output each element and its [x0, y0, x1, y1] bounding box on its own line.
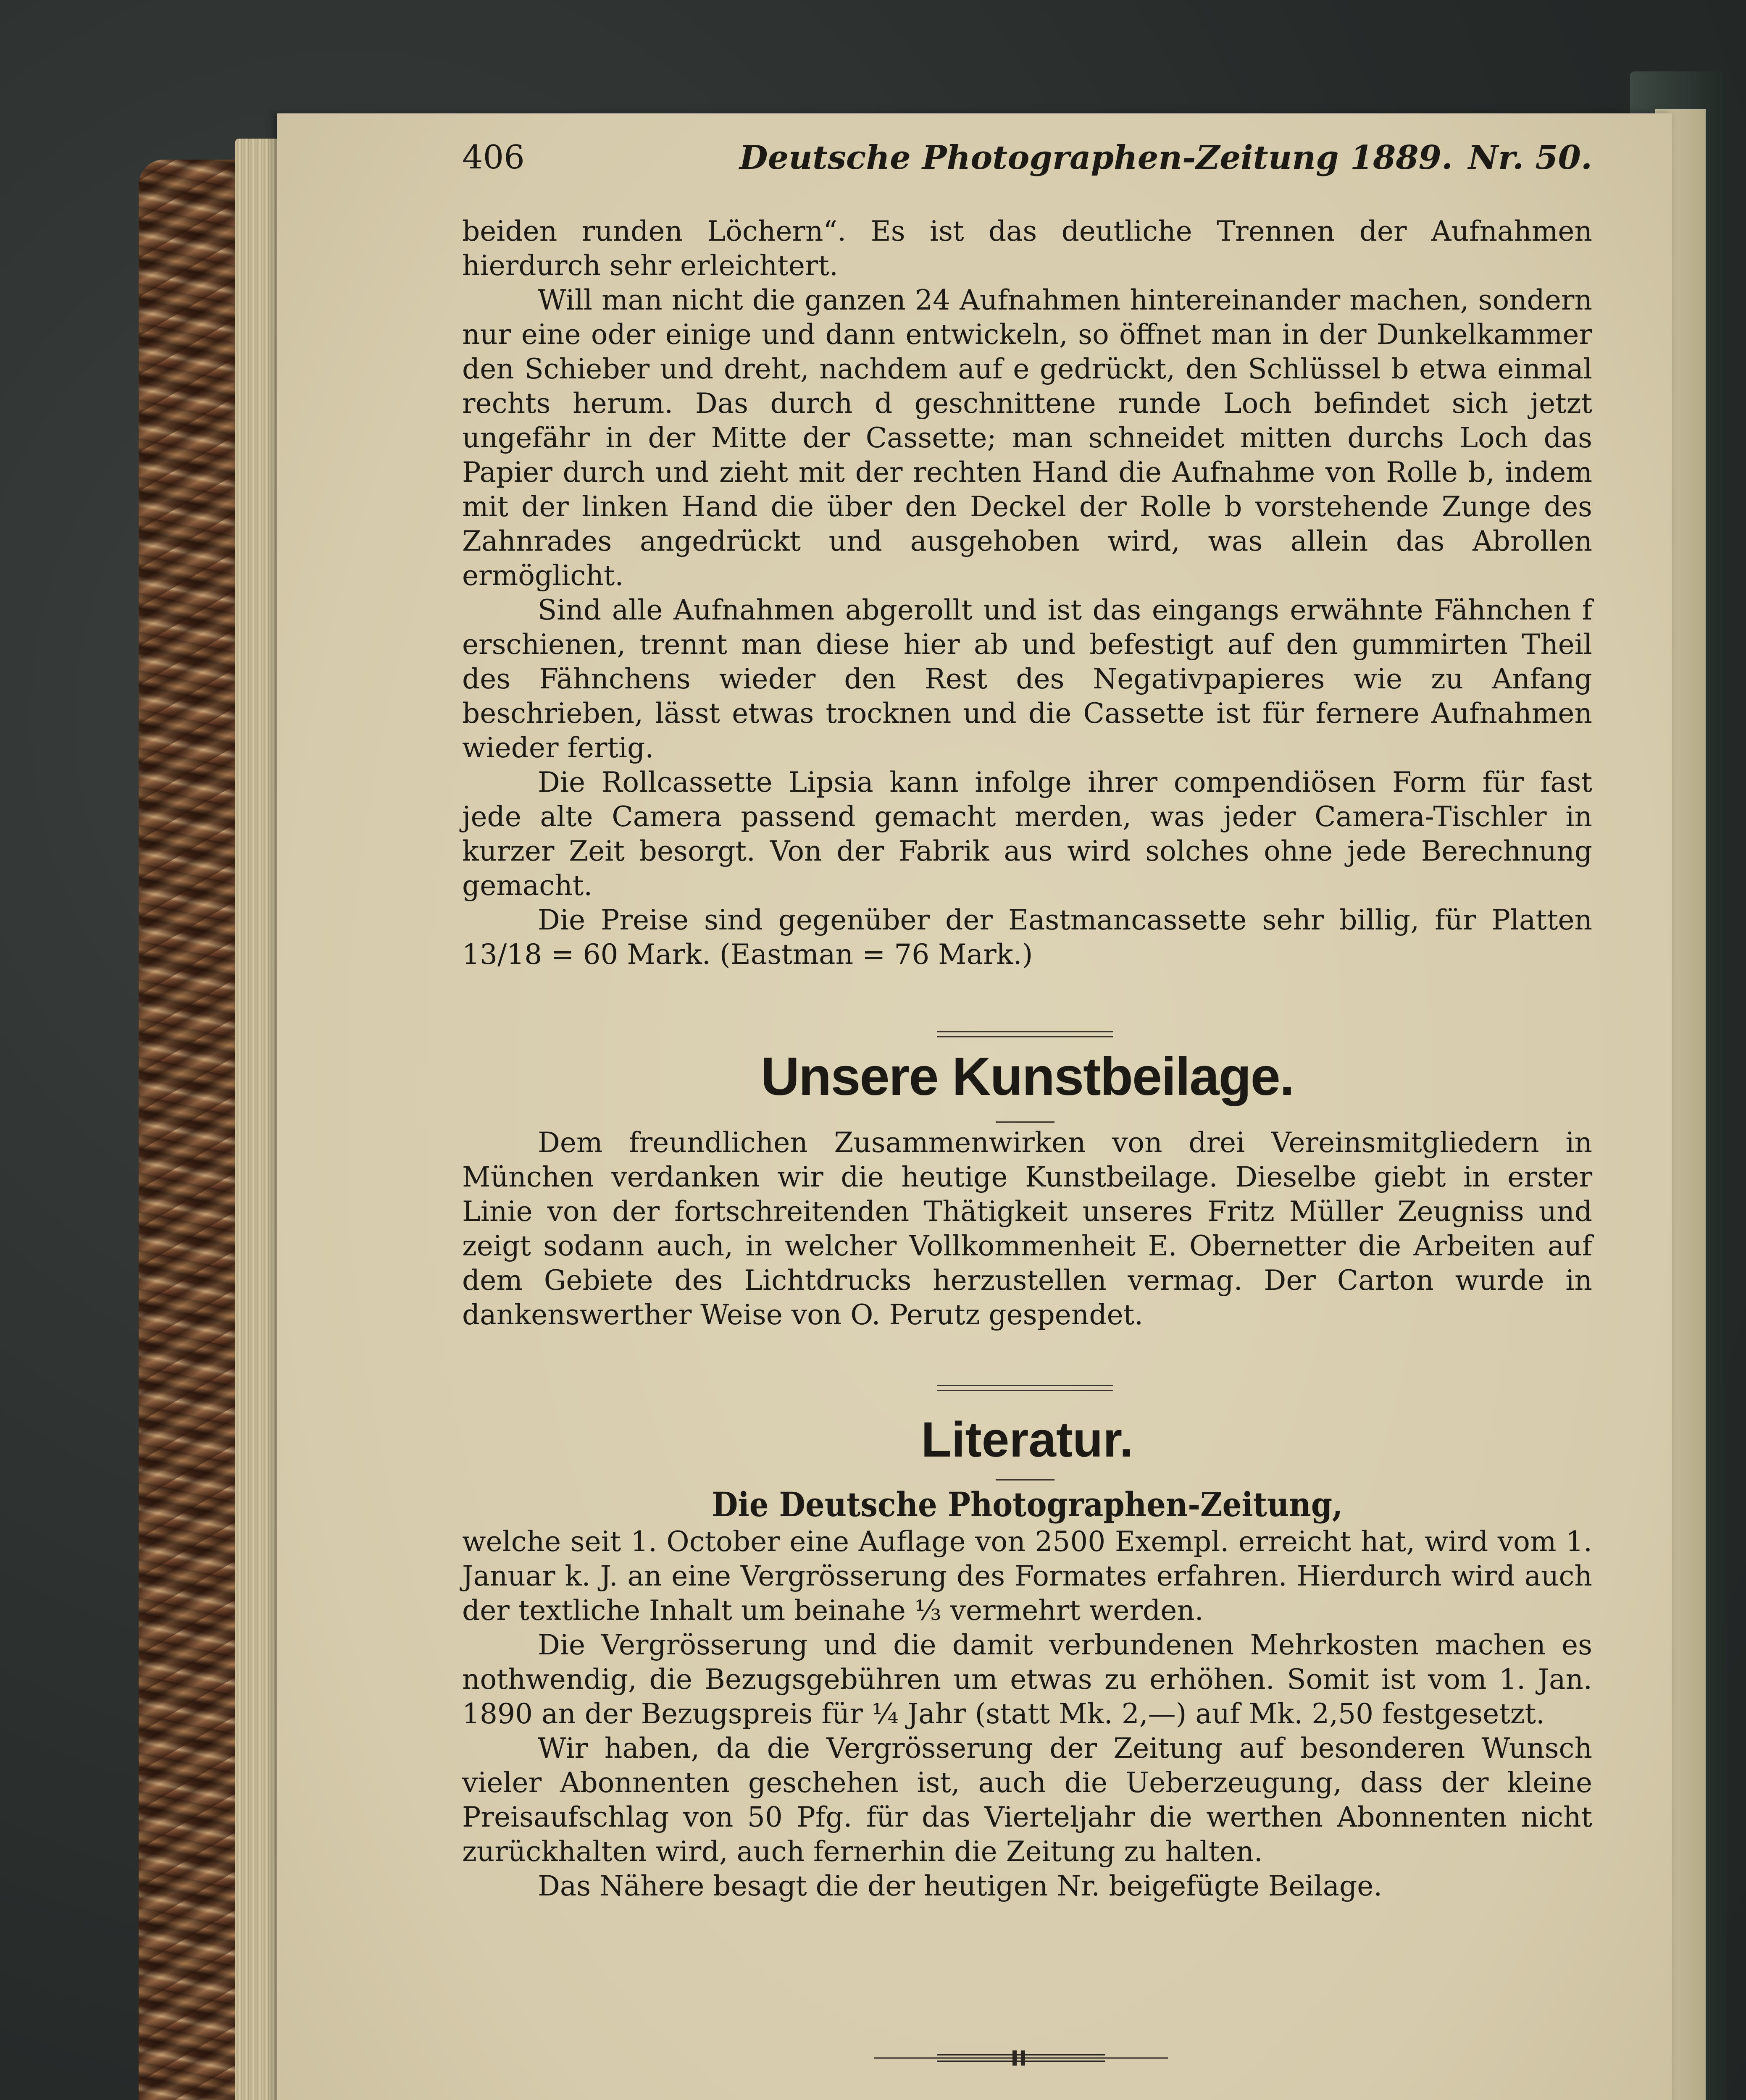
section-divider-4: [937, 1390, 1113, 1391]
closing-ornament: [874, 2050, 1168, 2066]
kunstbeilage-heading: Unsere Kunstbeilage.: [760, 1047, 1294, 1107]
paragraph-2: Will man nicht die ganzen 24 Aufnahmen hintereinander machen, sondern nur eine oder einige und dann entwickeln, so öffnet man in der Dunkelkammer den Schieber und dreht, nachdem auf e gedrückt, den Schlüssel b etwa einmal rechts herum. Das durch d geschnittene runde Loch befindet sich jetzt ungefähr in der Mitte der Cassette; man schneidet mitten durchs Loch das Papier durch und zieht mit der rechten Hand die Aufnahme von Rolle b, indem mit der linken Hand die über den Deckel der Rolle b vorstehende Zunge des Zahnrades angedrückt und ausgehoben wird, was allein das Abrollen ermöglicht.: [462, 284, 1592, 592]
literatur-underline: [996, 1479, 1054, 1480]
literatur-paragraph-1: welche seit 1. October eine Auflage von 2500 Exempl. erreicht hat, wird vom 1. Januar k. J. an eine Vergrösserung des Formates erfahren. Hierdurch wird auch der textliche Inhalt um beinahe ⅓ vermehrt werden.: [462, 1525, 1592, 1627]
running-header: [462, 139, 1592, 189]
marbled-book-edge-overlay: [139, 160, 244, 2100]
literatur-heading: Literatur.: [921, 1412, 1133, 1467]
paragraph-5: Die Preise sind gegenüber der Eastmancassette sehr billig, für Platten 13/18 = 60 Mark. (Eastman = 76 Mark.): [462, 904, 1592, 971]
kunstbeilage-body: [462, 1126, 1592, 1332]
literatur-body: [462, 1525, 1592, 1903]
article-body: [462, 214, 1592, 972]
section-divider-2: [937, 1036, 1113, 1037]
page-number: 406: [462, 139, 525, 176]
journal-title: Deutsche Photographen-Zeitung 1889.: [739, 139, 1453, 177]
paragraph-1: beiden runden Löchern“. Es ist das deutliche Trennen der Aufnahmen hierdurch sehr erleichtert.: [462, 215, 1592, 282]
kunstbeilage-paragraph: Dem freundlichen Zusammenwirken von drei Vereinsmitgliedern in München verdanken wir die heutige Kunstbeilage. Dieselbe giebt in erster Linie von der fortschreitenden Thätigkeit unseres Fritz Müller Zeugniss und zeigt sodann auch, in welcher Vollkommenheit E. Obernetter die Arbeiten auf dem Gebiete des Lichtdrucks herzustellen vermag. Der Carton wurde in dankenswerther Weise von O. Perutz gespendet.: [462, 1126, 1592, 1331]
literatur-paragraph-3: Wir haben, da die Vergrösserung der Zeitung auf besonderen Wunsch vieler Abonnenten geschehen ist, auch die Ueberzeugung, dass der kleine Preisaufschlag von 50 Pfg. für das Vierteljahr die werthen Abonnenten nicht zurückhalten wird, auch fernerhin die Zeitung zu halten.: [462, 1732, 1592, 1868]
literatur-paragraph-4: Das Nähere besagt die der heutigen Nr. beigefügte Beilage.: [538, 1870, 1383, 1902]
literatur-subheading: Die Deutsche Photographen-Zeitung,: [711, 1485, 1343, 1524]
literatur-paragraph-2: Die Vergrösserung und die damit verbundenen Mehrkosten machen es nothwendig, die Bezugsgebühren um etwas zu erhöhen. Somit ist vom 1. Jan. 1890 an der Bezugspreis für ¼ Jahr (statt Mk. 2,—) auf Mk. 2,50 festgesetzt.: [462, 1629, 1592, 1730]
issue-number: Nr. 50.: [1468, 139, 1592, 177]
paragraph-4: Die Rollcassette Lipsia kann infolge ihrer compendiösen Form für fast jede alte Camera passend gemacht merden, was jeder Camera-Tischler in kurzer Zeit besorgt. Von der Fabrik aus wird solches ohne jede Berechnung gemacht.: [462, 766, 1592, 902]
heading-underline: [996, 1121, 1054, 1123]
section-divider-3: [937, 1385, 1113, 1386]
paragraph-3: Sind alle Aufnahmen abgerollt und ist das eingangs erwähnte Fähnchen f erschienen, trennt man diese hier ab und befestigt auf den gummirten Theil des Fähnchens wieder den Rest des Negativpapieres wie zu Anfang beschrieben, lässt etwas trocknen und die Cassette ist für fernere Aufnahmen wieder fertig.: [462, 594, 1592, 764]
section-divider: [937, 1031, 1113, 1032]
